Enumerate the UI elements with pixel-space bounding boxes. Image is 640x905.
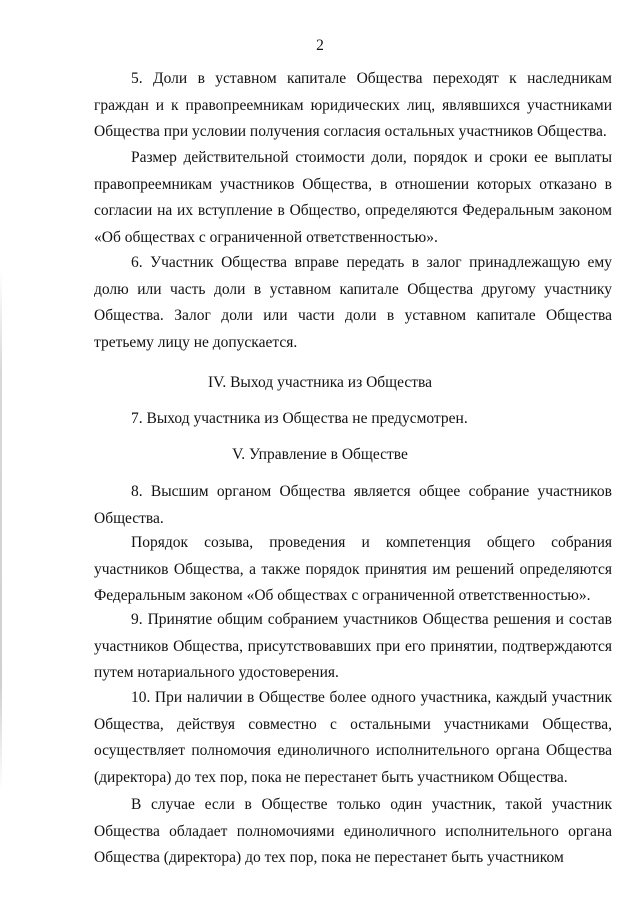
paragraph-9-notarization: 9. Принятие общим собранием участников Общества решения и состав участников Общества, присутствовавших при его принятии, подтверждаются путем нотариального удостоверения.: [94, 611, 612, 681]
section-heading-v: V. Управление в Обществе: [232, 446, 408, 463]
paragraph-5-share-inheritance: 5. Доли в уставном капитале Общества переходят к наследникам граждан и к правопреемникам юридических лиц, являвшихся участниками Общества при условии получения согласия остальных участников Общества.: [94, 70, 612, 140]
paragraph-8-supreme-body: 8. Высшим органом Общества является общее собрание участников Общества.: [94, 483, 612, 527]
paragraph-meeting-procedure: Порядок созыва, проведения и компетенция общего собрания участников Общества, а также порядок принятия им решений определяются Федеральным законом «Об обществах с ограниченной ответственностью».: [94, 534, 612, 604]
paragraph-7-withdrawal: 7. Выход участника из Общества не предусмотрен.: [131, 410, 468, 427]
section-heading-iv: IV. Выход участника из Общества: [207, 374, 433, 391]
page-number: 2: [316, 37, 324, 54]
paragraph-single-participant: В случае если в Обществе только один участник, такой участник Общества обладает полномочиями единоличного исполнительного органа Общества (директора) до тех пор, пока не перестанет быть участником: [94, 796, 612, 866]
paragraph-6-pledge: 6. Участник Общества вправе передать в залог принадлежащую ему долю или часть доли в уставном капитале Общества другому участнику Общества. Залог доли или части доли в уставном капитале Общества третьему лицу не допускается.: [94, 254, 612, 351]
paragraph-share-value-payment: Размер действительной стоимости доли, порядок и сроки ее выплаты правопреемникам участников Общества, в отношении которых отказано в согласии на их вступление в Общество, определяются Федеральным законом «Об обществах с ограниченной ответственностью».: [94, 149, 612, 246]
paragraph-10-director-powers: 10. При наличии в Обществе более одного участника, каждый участник Общества, действуя совместно с остальными участниками Общества, осуществляет полномочия единоличного исполнительного органа Общества (директора) до тех пор, пока не перестанет быть участником Общества.: [94, 689, 612, 786]
scan-edge-shadow: [0, 270, 2, 790]
